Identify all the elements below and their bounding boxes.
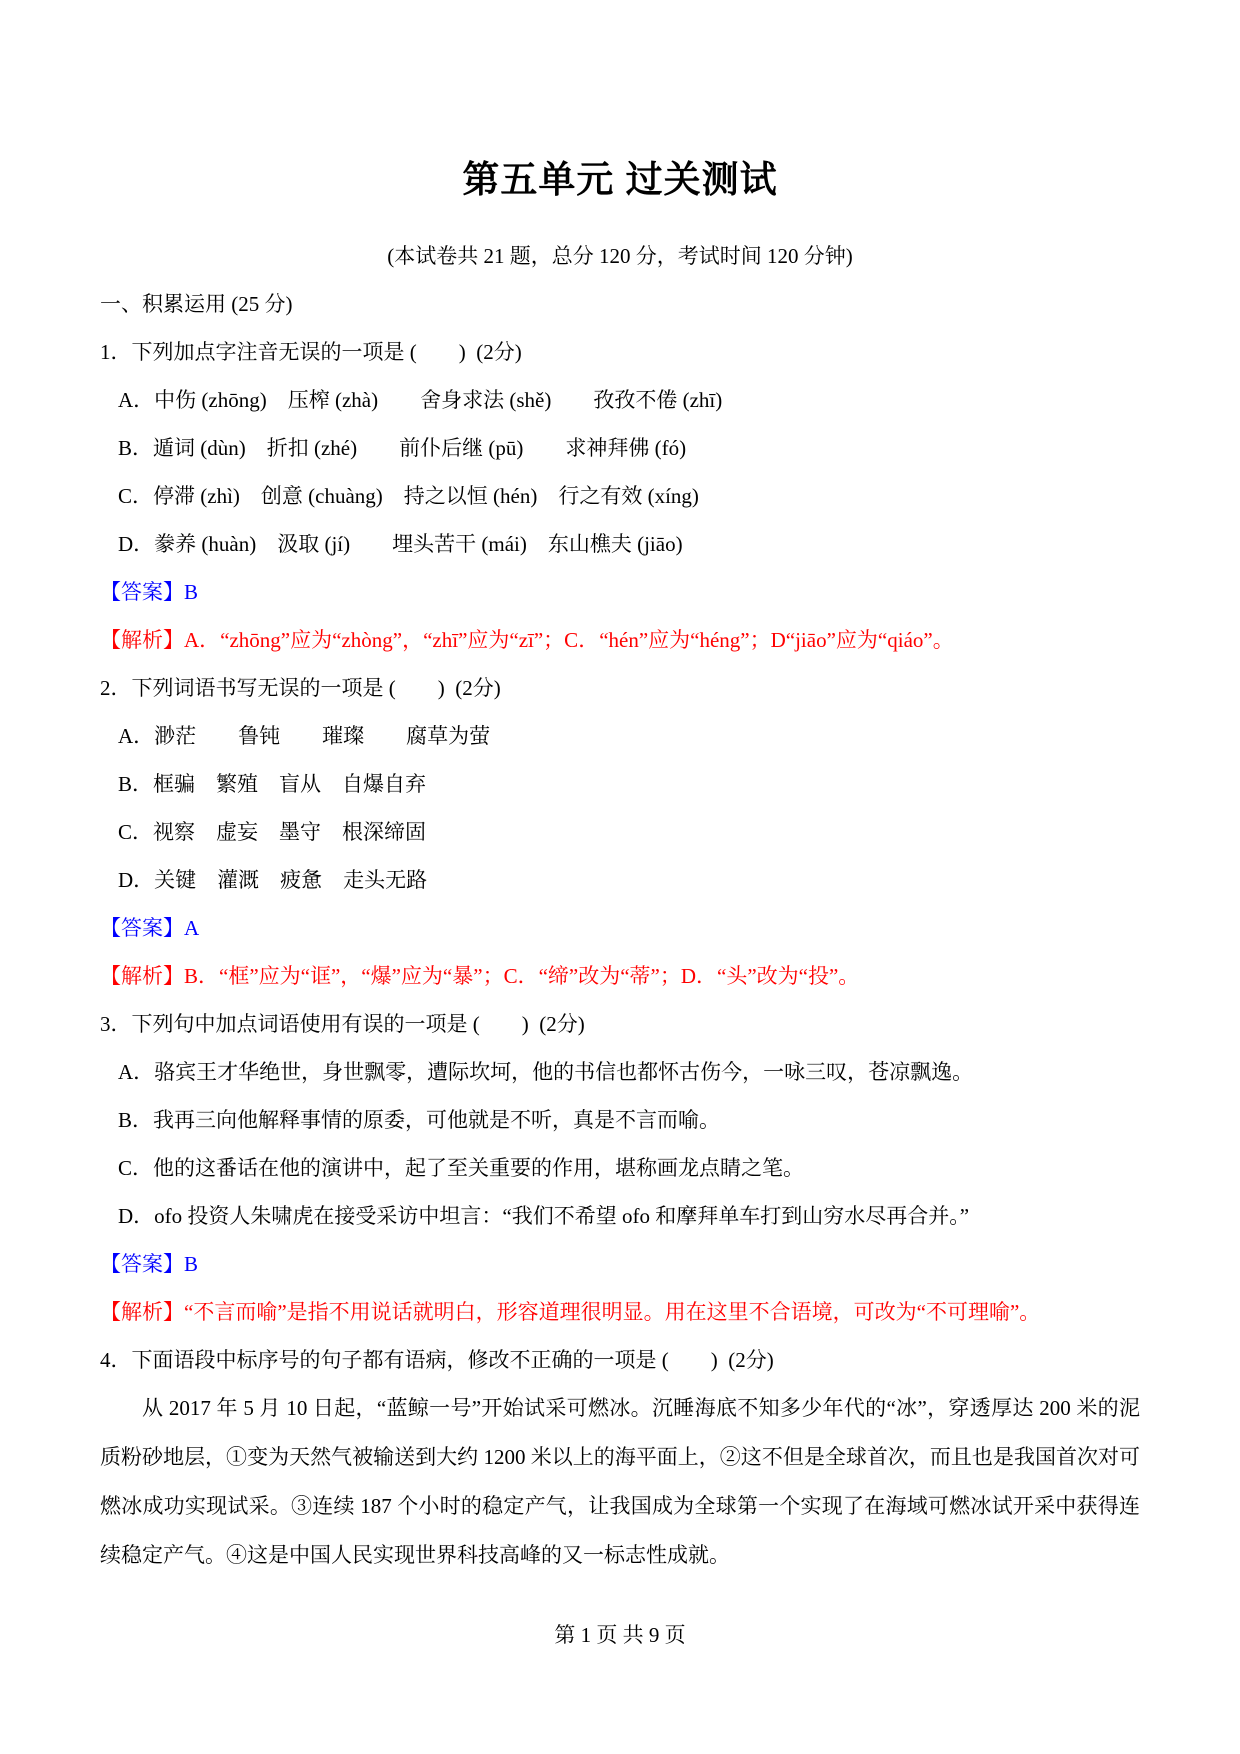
page-footer: 第 1 页 共 9 页 [554, 1623, 686, 1647]
answer-value: B [184, 1252, 199, 1276]
analysis-line [100, 616, 1140, 664]
option-b: B．我再三向他解释事情的原委，可他就是不听，真是不言而喻。 [118, 1108, 721, 1132]
exam-info: (本试卷共 21 题，总分 120 分，考试时间 120 分钟) [387, 244, 853, 268]
passage-paragraph: 从 2017 年 5 月 10 日起，“蓝鲸一号”开始试采可燃冰。沉睡海底不知多少年代的“冰”，穿透厚达 200 米的泥质粉砂地层，①变为天然气被输送到大约 1200 米以上的海平面上，②这不但是全球首次，而且也是我国首次对可燃冰成功实现试采。③连续 187 个小时的稳定产气，让我国成为全球第一个实现了在海域可燃冰试开采中获得连续稳定产气。④这是中国人民实现世界科技高峰的又一标志性成就。 [100, 1396, 1140, 1567]
answer-value: B [184, 580, 199, 604]
option-c: C．视察 虚妄 墨守 根深缔固 [118, 820, 427, 844]
option-d: D．ofo 投资人朱啸虎在接受采访中坦言：“我们不希望 ofo 和摩拜单车打到山穷水尽再合并。” [118, 1204, 970, 1228]
question-4 [100, 1336, 1140, 1580]
analysis-label: 【解析】 [100, 1300, 184, 1324]
answer-label: 【答案】 [100, 1252, 184, 1276]
section-heading: 一、积累运用 (25 分) [100, 292, 293, 316]
question-stem: 3．下列句中加点词语使用有误的一项是 ( ) (2分) [100, 1012, 585, 1036]
answer-line [100, 1240, 1140, 1288]
option-c: C．他的这番话在他的演讲中，起了至关重要的作用，堪称画龙点睛之笔。 [118, 1156, 805, 1180]
analysis-text: B．“框”应为“诓”，“爆”应为“暴”；C．“缔”改为“蒂”；D．“头”改为“投”。 [184, 964, 860, 988]
analysis-line [100, 952, 1140, 1000]
option-d: D．关键 灌溉 疲惫 走头无路 [118, 868, 428, 892]
page-title: 第五单元 过关测试 [462, 159, 778, 200]
option-a: A．中伤 (zhōng) 压榨 (zhà) 舍身求法 (shě) 孜孜不倦 (zhī) [118, 388, 723, 412]
option-c: C．停滞 (zhì) 创意 (chuàng) 持之以恒 (hén) 行之有效 (xíng) [118, 484, 699, 508]
question-stem: 4．下面语段中标序号的句子都有语病，修改不正确的一项是 ( ) (2分) [100, 1348, 774, 1372]
analysis-text: “不言而喻”是指不用说话就明白，形容道理很明显。用在这里不合语境，可改为“不可理喻”。 [184, 1300, 1041, 1324]
question-3 [100, 1000, 1140, 1336]
question-stem: 1．下列加点字注音无误的一项是 ( ) (2分) [100, 340, 522, 364]
question-2 [100, 664, 1140, 1000]
option-a: A．骆宾王才华绝世，身世飘零，遭际坎坷，他的书信也都怀古伤今，一咏三叹，苍凉飘逸。 [118, 1060, 974, 1084]
analysis-line [100, 1288, 1140, 1336]
question-1 [100, 328, 1140, 664]
answer-line [100, 568, 1140, 616]
option-a: A．渺茫 鲁钝 璀璨 腐草为萤 [118, 724, 491, 748]
analysis-label: 【解析】 [100, 964, 184, 988]
answer-label: 【答案】 [100, 580, 184, 604]
answer-value: A [184, 916, 200, 940]
analysis-text: A．“zhōng”应为“zhòng”，“zhī”应为“zī”；C．“hén”应为“héng”；D“jiāo”应为“qiáo”。 [184, 628, 954, 652]
option-d: D．豢养 (huàn) 汲取 (jí) 埋头苦干 (mái) 东山樵夫 (jiāo) [118, 532, 683, 556]
option-b: B．框骗 繁殖 盲从 自爆自弃 [118, 772, 427, 796]
answer-line [100, 904, 1140, 952]
analysis-label: 【解析】 [100, 628, 184, 652]
question-stem: 2．下列词语书写无误的一项是 ( ) (2分) [100, 676, 501, 700]
answer-label: 【答案】 [100, 916, 184, 940]
option-b: B．遁词 (dùn) 折扣 (zhé) 前仆后继 (pū) 求神拜佛 (fó) [118, 436, 687, 460]
